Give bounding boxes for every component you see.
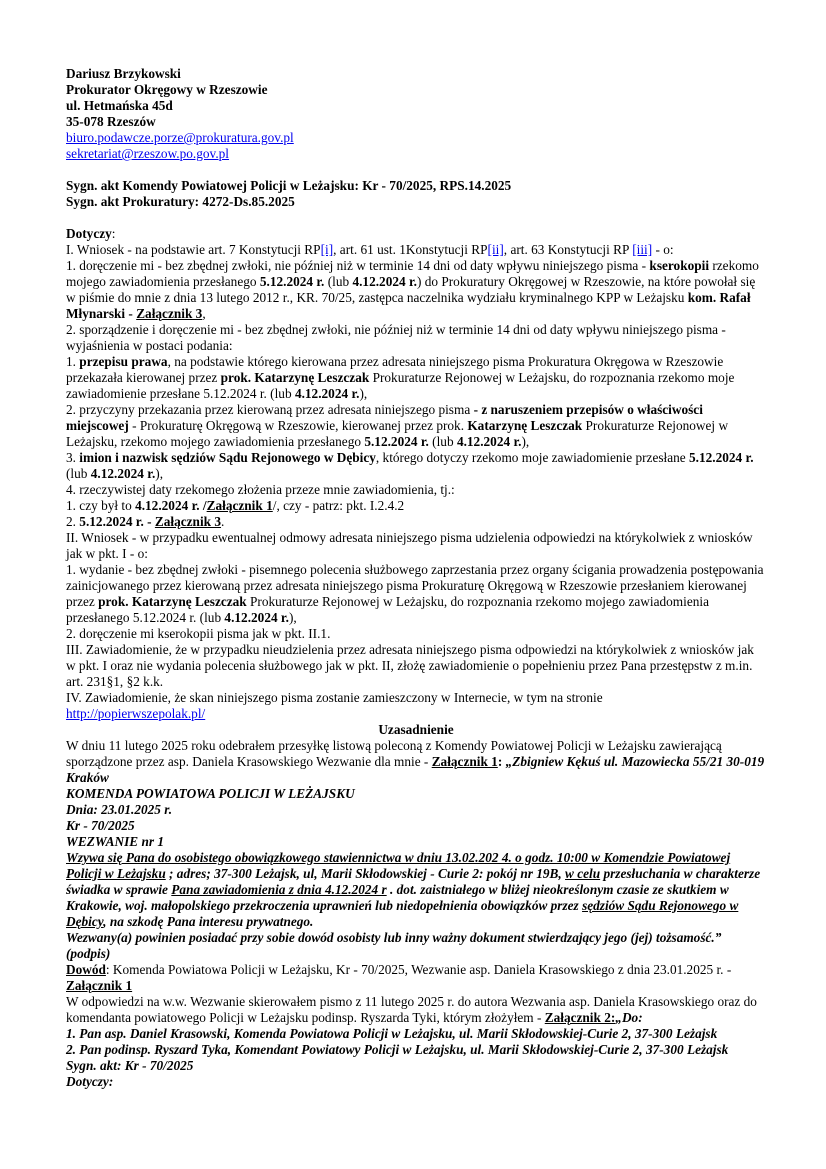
text-run: 2. doręczenie mi kserokopii pisma jak w pkt. II.1.: [66, 626, 331, 641]
text-run: ),: [359, 386, 368, 401]
text-run: 1.: [66, 354, 80, 369]
text-run: ),: [521, 434, 530, 449]
sender-name: [66, 66, 766, 82]
text-run: 1. czy był to: [66, 498, 136, 513]
text-run: Załącznik 1: [431, 754, 498, 769]
text-run: /: [199, 498, 207, 513]
quote-summons-body: [66, 850, 766, 930]
text-run: W dniu 11 lutego 2025 roku odebrałem przesyłkę listową poleconą z Komendy Powiatowej Policji w Leżajsku zawierającą sporządzone przez asp. Daniela Krasowskiego Wezwanie dla mnie -: [66, 738, 722, 769]
text-run: „Do:: [615, 1010, 643, 1025]
text-run: , na podstawie którego kierowana przez adresata niniejszego pisma Prokuratura Okręgowa w Rzeszowie przekazała kierowanej przez: [66, 354, 724, 385]
quote-police-header: [66, 786, 766, 802]
notice-iii: [66, 642, 766, 690]
text-run: kom. Rafał Młynarski -: [66, 290, 751, 321]
text-run: Dowód: [66, 962, 106, 977]
text-run: 35-078 Rzeszów: [66, 114, 156, 129]
text-run: - z naruszeniem przepisów o właściwości miejscowej: [66, 402, 703, 433]
quote-re: [66, 1074, 766, 1090]
text-run: 2. przyczyny przekazania przez kierowaną przez adresata niniejszego pisma: [66, 402, 474, 417]
text-run: 2. sporządzenie i doręczenie mi - bez zbędnej zwłoki, nie później niż w terminie 14 dni od daty wpływu niniejszego pisma - wyjaśnienia w postaci podania:: [66, 322, 726, 353]
text-run: ),: [155, 466, 164, 481]
text-run: :: [497, 754, 506, 769]
justification-heading: [66, 722, 766, 738]
email-link-biuro[interactable]: biuro.podawcze.porze@prokuratura.gov.pl: [66, 130, 294, 145]
quote-case-number: [66, 818, 766, 834]
text-run: „Zbigniew Kękuś ul. Mazowiecka 55/21 30-019 Kraków: [66, 754, 765, 785]
text-run: Pana zawiadomienia z dnia 4.12.2024 r: [171, 882, 387, 897]
text-run: przepisu prawa: [79, 354, 168, 369]
request-ii: [66, 530, 766, 562]
sender-email-secondary: [66, 146, 766, 162]
quote-date: [66, 802, 766, 818]
text-run: sędziów Sądu Rejonowego w Dębicy: [66, 898, 739, 929]
text-run: IV. Zawiadomienie, że skan niniejszego pisma zostanie zamieszczony w Internecie, w tym na stronie: [66, 690, 603, 705]
text-run: 2. Pan podinsp. Ryszard Tyka, Komendant Powiatowy Policji w Leżajsku, ul. Marii Skłodowskiej-Curie 2, 37-300 Leżajsk: [66, 1042, 729, 1057]
text-run: Dnia: 23.01.2025 r.: [66, 802, 173, 817]
text-run: Kr - 70/2025: [66, 818, 135, 833]
text-run: ,: [202, 306, 206, 321]
text-run: /, czy - patrz: pkt. I.2.4.2: [272, 498, 405, 513]
text-run: Sygn. akt Komendy Powiatowej Policji w Leżajsku: Kr - 70/2025, RPS.14.2025: [66, 178, 512, 193]
text-run: II. Wniosek - w przypadku ewentualnej odmowy adresata niniejszego pisma udzielenia odpowiedzi na którykolwiek z wniosków jak w pkt. I - o:: [66, 530, 753, 561]
text-run: W odpowiedzi na w.w. Wezwanie skierowałem pismo z 11 lutego 2025 r. do autora Wezwania asp. Daniela Krasowskiego oraz do komendanta powiatowego Policji w Leżajsku podinsp. Ryszarda Tyki, którym złożyłem -: [66, 994, 757, 1025]
text-run: , art. 61 ust. 1Konstytucji RP: [333, 242, 488, 257]
quote-case-ref: [66, 1058, 766, 1074]
quote-addressee-1: [66, 1026, 766, 1042]
text-run: Wezwany(a) powinien posiadać przy sobie dowód osobisty lub inny ważny dokument stwierdzający jego (jej) tożsamość.”: [66, 930, 722, 945]
text-run: ) do Prokuratury Okręgowej w Rzeszowie, na które powołał się w piśmie do mnie z dnia 13 lutego 2012 r., KR. 70/25, zastępca naczelnika wydziału kryminalnego KPP w Leżajsku: [66, 274, 756, 305]
response-intro: [66, 994, 766, 1026]
request-i-2-4-1: [66, 498, 766, 514]
text-run: Załącznik 2:: [544, 1010, 616, 1025]
text-run: 4.12.2024 r.: [135, 498, 200, 513]
text-run: 1. doręczenie mi - bez zbędnej zwłoki, nie później niż w terminie 14 dni od daty wpływu niniejszego pisma -: [66, 258, 650, 273]
text-run: 5.12.2024 r.: [364, 434, 429, 449]
request-ii-2: [66, 626, 766, 642]
text-run: :: [111, 226, 116, 241]
text-run: Katarzynę Leszczak: [467, 418, 583, 433]
text-run: Prokuraturze Rejonowej w Leżajsku, rzekomo mojego zawiadomienia przesłanego: [66, 418, 729, 449]
footnote-link-i[interactable]: [i]: [320, 242, 334, 257]
text-run: przesłuchania w charakterze świadka w sprawie: [66, 866, 761, 897]
text-run: . dot. zaistniałego w bliżej nieokreślonym czasie ze skutkiem w Krakowie, woj. małopolskiego przekroczenia uprawnień lub niedopełnienia obowiązków przez: [66, 882, 729, 913]
text-run: KOMENDA POWIATOWA POLICJI W LEŻAJSKU: [66, 786, 355, 801]
text-run: , art. 63 Konstytucji RP: [503, 242, 633, 257]
re-heading: [66, 226, 766, 242]
document-body: [66, 66, 766, 1090]
text-run: prok. Katarzynę Leszczak: [98, 594, 247, 609]
request-i-2-2: [66, 402, 766, 450]
text-run: WEZWANIE nr 1: [66, 834, 165, 849]
request-i-2-1: [66, 354, 766, 402]
text-run: 4.12.2024 r.: [294, 386, 360, 401]
text-run: w celu: [565, 866, 601, 881]
text-run: (podpis): [66, 946, 111, 961]
quote-summons-title: [66, 834, 766, 850]
text-run: 4.12.2024 r.: [456, 434, 522, 449]
text-run: I. Wniosek - na podstawie art. 7 Konstytucji RP: [66, 242, 321, 257]
text-run: (lub: [428, 434, 457, 449]
text-run: 4. rzeczywistej daty rzekomego złożenia przeze mnie zawiadomienia, tj.:: [66, 482, 455, 497]
text-run: , którego dotyczy rzekomo moje zawiadomienie przesłane: [375, 450, 689, 465]
evidence-line: [66, 962, 766, 994]
text-run: ; adres; 37-300 Leżajsk, ul, Marii Skłodowskiej - Curie 2: pokój nr 19B,: [165, 866, 566, 881]
text-run: - Prokuraturę Okręgową w Rzeszowie, kierowanej przez prok.: [128, 418, 468, 433]
text-run: 5.12.2024 r. -: [79, 514, 155, 529]
website-link-line: [66, 706, 766, 722]
request-i-2-4: [66, 482, 766, 498]
text-run: Prokuraturze Rejonowej w Leżajsku, do rozpoznania rzekomo mojego zawiadomienia przesłanego 5.12.2024 r. (lub: [66, 594, 709, 625]
case-ref-police: [66, 178, 766, 194]
text-run: .: [221, 514, 225, 529]
text-run: Załącznik 3: [136, 306, 203, 321]
text-run: Sygn. akt: Kr - 70/2025: [66, 1058, 194, 1073]
sender-email-primary: [66, 130, 766, 146]
text-run: 3.: [66, 450, 80, 465]
text-run: (lub: [324, 274, 353, 289]
request-i-2: [66, 322, 766, 354]
request-i-2-3: [66, 450, 766, 482]
text-run: Prokurator Okręgowy w Rzeszowie: [66, 82, 268, 97]
request-i-2-4-2: [66, 514, 766, 530]
text-run: 1. wydanie - bez zbędnej zwłoki - pisemnego polecenia służbowego zaprzestania przez organy ścigania prowadzenia postępowania zainicjowanego przez kierowaną przez adresata niniejszego pisma Prokuraturę Okręgową w Rzeszowie przesłaniem kierowanej przez: [66, 562, 764, 609]
quote-signature: [66, 946, 766, 962]
text-run: 5.12.2024 r.: [259, 274, 325, 289]
text-run: Sygn. akt Prokuratury: 4272-Ds.85.2025: [66, 194, 295, 209]
justification-intro: [66, 738, 766, 786]
text-run: kserokopii: [649, 258, 710, 273]
email-link-sekretariat[interactable]: sekretariat@rzeszow.po.gov.pl: [66, 146, 230, 161]
text-run: : Komenda Powiatowa Policji w Leżajsku, Kr - 70/2025, Wezwanie asp. Daniela Krasowskiego z dnia 23.01.2025 r. -: [105, 962, 732, 977]
text-run: Dotyczy: [66, 226, 112, 241]
text-run: Wzywa się Pana do osobistego obowiązkowego stawiennictwa w dniu 13.02.202 4. o godz. 10:00 w Komendzie Powiatowej Policji w Leżajsku: [66, 850, 731, 881]
sender-title: [66, 82, 766, 98]
text-run: ul. Hetmańska 45d: [66, 98, 173, 113]
text-run: 2.: [66, 514, 80, 529]
text-run: 5.12.2024 r.: [689, 450, 754, 465]
text-run: Dariusz Brzykowski: [66, 66, 181, 81]
text-run: rzekomo mojego zawiadomienia przesłanego: [66, 258, 759, 289]
text-run: Uzasadnienie: [378, 722, 454, 737]
text-run: Prokuraturze Rejonowej w Leżajsku, do rozpoznania rzekomo moje zawiadomienie przesłane 5.12.2024 r. (lub: [66, 370, 735, 401]
request-ii-1: [66, 562, 766, 626]
text-run: (lub: [66, 466, 91, 481]
request-i-1: [66, 258, 766, 322]
request-basis: [66, 242, 766, 258]
case-ref-prosecution: [66, 194, 766, 210]
text-run: 4.12.2024 r.: [352, 274, 417, 289]
quote-addressee-2: [66, 1042, 766, 1058]
text-run: Załącznik 1: [206, 498, 273, 513]
text-run: ),: [288, 610, 297, 625]
text-run: imion i nazwisk sędziów Sądu Rejonowego w Dębicy: [79, 450, 376, 465]
website-link[interactable]: http://popierwszepolak.pl/: [66, 706, 206, 721]
quote-id-requirement: [66, 930, 766, 946]
notice-iv: [66, 690, 766, 706]
text-run: 1. Pan asp. Daniel Krasowski, Komenda Powiatowa Policji w Leżajsku, ul. Marii Skłodowskiej-Curie 2, 37-300 Leżajsk: [66, 1026, 718, 1041]
text-run: III. Zawiadomienie, że w przypadku nieudzielenia przez adresata niniejszego pisma odpowiedzi na którykolwiek z wniosków jak w pkt. I oraz nie wydania polecenia służbowego jak w pkt. II, złożę zawiadomienie o popełnieniu przez Pana przestępstw z m.in. art. 231§1, §2 k.k.: [66, 642, 754, 689]
text-run: - o:: [652, 242, 674, 257]
sender-postal-city: [66, 114, 766, 130]
text-run: Dotyczy:: [66, 1074, 114, 1089]
text-run: Załącznik 1: [66, 978, 133, 993]
spacer: [66, 210, 766, 226]
spacer: [66, 162, 766, 178]
text-run: Załącznik 3: [154, 514, 222, 529]
text-run: 4.12.2024 r.: [90, 466, 156, 481]
sender-street: [66, 98, 766, 114]
footnote-link-iii[interactable]: [iii]: [632, 242, 653, 257]
text-run: , na szkodę Pana interesu prywatnego.: [103, 914, 314, 929]
text-run: 4.12.2024 r.: [224, 610, 289, 625]
text-run: prok. Katarzynę Leszczak: [220, 370, 370, 385]
footnote-link-ii[interactable]: [ii]: [487, 242, 504, 257]
